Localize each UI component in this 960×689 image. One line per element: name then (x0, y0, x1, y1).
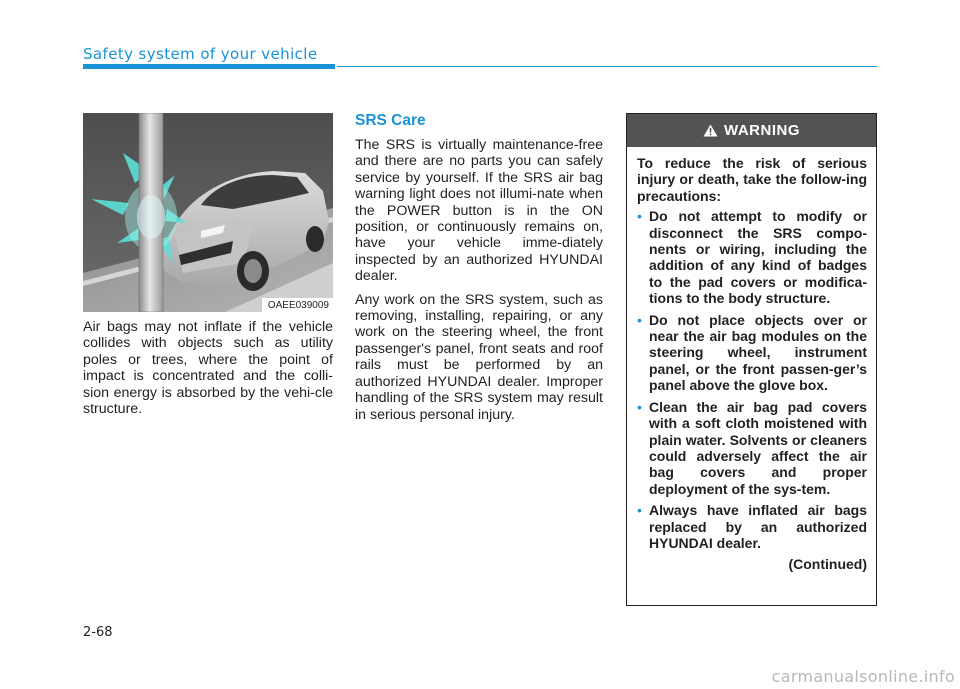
watermark-link[interactable]: carmanualsonline.info (771, 667, 955, 686)
figure-code-label: OAEE039009 (262, 298, 333, 312)
bullet-icon: • (637, 311, 642, 328)
warning-item-text: Clean the air bag pad covers with a soft cloth moistened with plain water. Solvents or cleaners could adversely affect the air bag covers and proper deployment of the sys-tem. (649, 398, 867, 497)
warning-list-item (637, 399, 867, 497)
warning-item-text: Always have inflated air bags replaced by an authorized HYUNDAI dealer. (649, 502, 867, 551)
warning-header (627, 114, 876, 147)
warning-body (627, 147, 876, 572)
section-title-srs-care: SRS Care (355, 112, 426, 129)
section-header-title: Safety system of your vehicle (83, 45, 318, 63)
warning-triangle-icon (703, 124, 718, 137)
figure-car-pole-collision (83, 113, 333, 312)
warning-intro: To reduce the risk of serious injury or death, take the follow-ing precautions: (637, 155, 867, 204)
warning-box (626, 113, 877, 606)
header-rule-line (337, 66, 877, 67)
bullet-icon: • (637, 208, 642, 225)
srs-care-paragraph-1: The SRS is virtually maintenance-free and there are no parts you can safely service by yourself. If the SRS air bag warning light does not illumi-nate when the POWER button is in the ON position, or continuously remains on, have your vehicle imme-diately inspected by an authorized HYUNDAI dealer. (355, 137, 603, 285)
bullet-icon: • (637, 398, 642, 415)
warning-item-text: Do not place objects over or near the air bag modules on the steering wheel, instrument panel, or the front passen-ger’s panel above the glove box. (649, 311, 867, 394)
warning-list-item (637, 208, 867, 306)
srs-care-paragraph-2: Any work on the SRS system, such as removing, installing, repairing, or any work on the steering wheel, the front passenger's panel, front seats and roof rails must be performed by an authorized HYUNDAI dealer. Improper handling of the SRS system may result in serious personal injury. (355, 291, 603, 423)
srs-care-section (355, 112, 603, 423)
warning-item-text: Do not attempt to modify or disconnect the SRS compo-nents or wiring, including the addition of any kind of badges to the pad covers or modifica-tions to the body structure. (649, 208, 867, 307)
warning-title: WARNING (724, 122, 800, 139)
warning-list-item (637, 502, 867, 551)
header-rule-accent (83, 64, 335, 69)
bullet-icon: • (637, 502, 642, 519)
warning-list (637, 208, 867, 551)
page-number: 2-68 (83, 625, 113, 640)
car-collision-illustration (83, 113, 333, 312)
warning-list-item (637, 312, 867, 394)
col1-paragraph: Air bags may not inflate if the vehicle collides with objects such as utility poles or trees, where the point of impact is concentrated and the colli-sion energy is absorbed by the vehi-cle structure. (83, 319, 333, 418)
warning-continued: (Continued) (788, 556, 867, 573)
